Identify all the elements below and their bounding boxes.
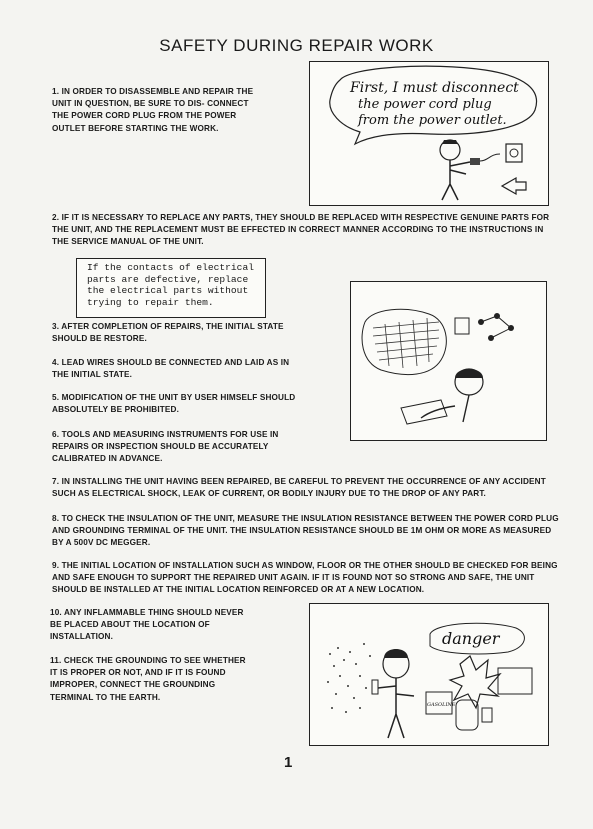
can-label: GASOLINE xyxy=(427,702,456,708)
item-text: CHECK THE GROUNDING TO SEE WHETHER IT IS PROPER OR NOT, AND IF IT IS FOUND IMPROPER, CONNECT THE GROUNDING TERMINAL TO THE EARTH. xyxy=(50,656,246,702)
page-title: SAFETY DURING REPAIR WORK xyxy=(159,36,434,55)
item-text: LEAD WIRES SHOULD BE CONNECTED AND LAID AS IN THE INITIAL STATE. xyxy=(52,358,290,380)
item-number: 6. xyxy=(52,430,60,439)
item-5 xyxy=(52,392,302,416)
item-3 xyxy=(52,321,298,345)
item-number: 7. xyxy=(52,477,60,486)
item-text: AFTER COMPLETION OF REPAIRS, THE INITIAL STATE SHOULD BE RESTORE. xyxy=(52,322,284,344)
item-text: IN INSTALLING THE UNIT HAVING BEEN REPAIRED, BE CAREFUL TO PREVENT THE OCCURRENCE OF ANY ACCIDENT SUCH AS ELECTRICAL SHOCK, LEAK OF CURRENT, OR BODILY INJURY DUE TO THE DROP OF ANY PART. xyxy=(52,477,546,499)
item-4 xyxy=(52,357,298,381)
item-number: 9. xyxy=(52,561,60,570)
item-number: 4. xyxy=(52,358,60,367)
item-10 xyxy=(50,607,252,644)
note-line: parts are defective, replace xyxy=(87,273,249,285)
bubble-line-3: from the power outlet. xyxy=(358,113,507,128)
spray-danger-illustration xyxy=(310,604,548,745)
item-number: 10. xyxy=(50,608,62,617)
illustration-reading-manual xyxy=(350,281,547,441)
illustration-disconnect-plug xyxy=(309,61,549,206)
illustration-danger-inflammables xyxy=(309,603,549,746)
danger-label: danger xyxy=(442,629,500,648)
item-text: TOOLS AND MEASURING INSTRUMENTS FOR USE IN REPAIRS OR INSPECTION SHOULD BE ACCURATELY CALIBRATED IN ADVANCE. xyxy=(52,430,279,464)
technician-reading-manual-illustration xyxy=(351,282,546,440)
note-line: the electrical parts without xyxy=(87,285,249,296)
item-text: TO CHECK THE INSULATION OF THE UNIT, MEASURE THE INSULATION RESISTANCE BETWEEN THE POWER CORD PLUG AND GROUNDING TERMINAL OF THE UNIT. THE INSULATION RESISTANCE SHOULD BE 1M OHM OR MORE AS MEASURED BY A 500V DC MEGGER. xyxy=(52,514,559,548)
item-text: MODIFICATION OF THE UNIT BY USER HIMSELF SHOULD ABSOLUTELY BE PROHIBITED. xyxy=(52,393,296,415)
item-number: 2. xyxy=(52,213,60,222)
item-text: IF IT IS NECESSARY TO REPLACE ANY PARTS, THEY SHOULD BE REPLACED WITH RESPECTIVE GENUINE PARTS FOR THE UNIT, AND THE REPLACEMENT MUST BE EFFECTED IN CORRECT MANNER ACCORDING TO THE INSTRUCTIONS IN THE SERVICE MANUAL OF THE UNIT. xyxy=(52,213,550,247)
item-11 xyxy=(50,655,252,704)
technician-unplugging-illustration xyxy=(310,62,548,205)
note-line: trying to repair them. xyxy=(87,296,214,308)
item-1 xyxy=(52,86,258,135)
bubble-line-1: First, I must disconnect xyxy=(350,80,519,96)
item-text: IN ORDER TO DISASSEMBLE AND REPAIR THE UNIT IN QUESTION, BE SURE TO DIS- CONNECT THE POWER CORD PLUG FROM THE POWER OUTLET BEFORE STARTING THE WORK. xyxy=(52,87,254,133)
item-number: 11. xyxy=(50,656,62,665)
item-6 xyxy=(52,429,302,466)
page-number: 1 xyxy=(284,754,293,771)
bubble-line-2: the power cord plug xyxy=(358,97,492,112)
item-2 xyxy=(52,212,557,249)
caution-note-box xyxy=(76,258,266,318)
note-line: If the contacts of electrical xyxy=(87,262,254,273)
item-number: 1. xyxy=(52,87,60,96)
item-number: 8. xyxy=(52,514,60,523)
item-9 xyxy=(52,560,562,597)
item-number: 3. xyxy=(52,322,60,331)
item-8 xyxy=(52,513,562,550)
item-number: 5. xyxy=(52,393,60,402)
item-7 xyxy=(52,476,567,500)
item-text: THE INITIAL LOCATION OF INSTALLATION SUCH AS WINDOW, FLOOR OR THE OTHER SHOULD BE CHECKED FOR BEING AND SAFE ENOUGH TO SUPPORT THE REPAIRED UNIT AGAIN. IF IT IS FOUND NOT SO STRONG AND SAFE, THE UNIT SHOULD BE INSTALLED AT THE INITIAL LOCATION REINFORCED OR AT A NEW LOCATION. xyxy=(52,561,558,595)
item-text: ANY INFLAMMABLE THING SHOULD NEVER BE PLACED ABOUT THE LOCATION OF INSTALLATION. xyxy=(50,608,244,642)
